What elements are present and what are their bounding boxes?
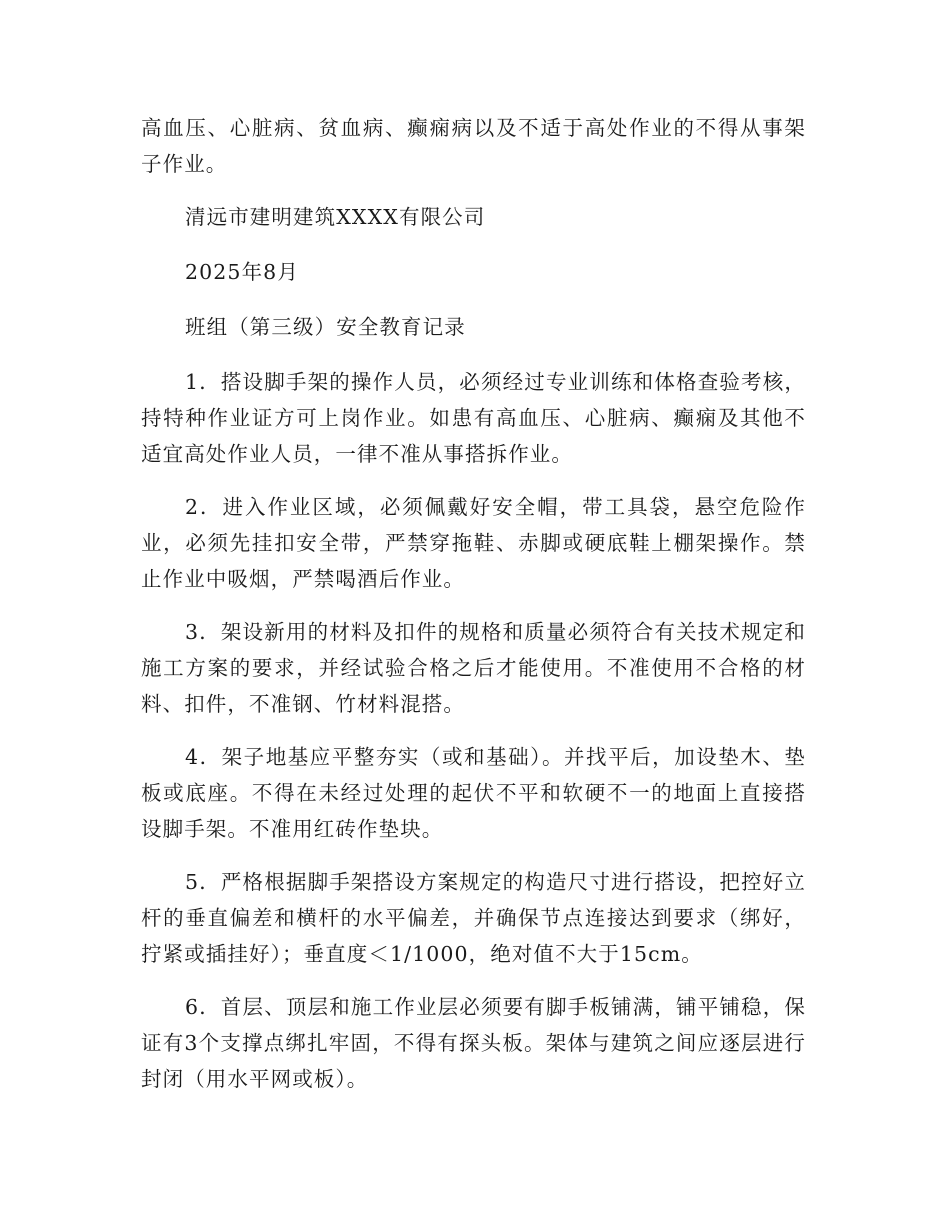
document-page xyxy=(141,110,806,1114)
rule-item-3: 3．架设新用的材料及扣件的规格和质量必须符合有关技术规定和施工方案的要求，并经试验合格之后才能使用。不准使用不合格的材料、扣件，不准钢、竹材料混搭。 xyxy=(141,620,806,716)
company-name: 清远市建明建筑XXXX有限公司 xyxy=(185,205,486,229)
rule-item-2: 2．进入作业区域，必须佩戴好安全帽，带工具袋，悬空危险作业，必须先挂扣安全带，严禁穿拖鞋、赤脚或硬底鞋上棚架操作。禁止作业中吸烟，严禁喝酒后作业。 xyxy=(141,495,806,591)
paragraph-health-restriction: 高血压、心脏病、贫血病、癫痫病以及不适于高处作业的不得从事架子作业。 xyxy=(141,116,806,176)
rule-item-1: 1．搭设脚手架的操作人员，必须经过专业训练和体格查验考核，持特种作业证方可上岗作业。如患有高血压、心脏病、癫痫及其他不适宜高处作业人员，一律不准从事搭拆作业。 xyxy=(141,370,806,466)
rule-item-6: 6．首层、顶层和施工作业层必须要有脚手板铺满，铺平铺稳，保证有3个支撑点绑扎牢固，不得有探头板。架体与建筑之间应逐层进行封闭（用水平网或板）。 xyxy=(141,995,806,1091)
document-date: 2025年8月 xyxy=(185,260,299,284)
rule-item-5: 5．严格根据脚手架搭设方案规定的构造尺寸进行搭设，把控好立杆的垂直偏差和横杆的水平偏差，并确保节点连接达到要求（绑好，拧紧或插挂好）；垂直度＜1/1000，绝对值不大于15cm。 xyxy=(141,870,806,966)
rule-item-4: 4．架子地基应平整夯实（或和基础）。并找平后，加设垫木、垫板或底座。不得在未经过处理的起伏不平和软硬不一的地面上直接搭设脚手架。不准用红砖作垫块。 xyxy=(141,745,806,841)
section-title: 班组（第三级）安全教育记录 xyxy=(185,315,466,339)
